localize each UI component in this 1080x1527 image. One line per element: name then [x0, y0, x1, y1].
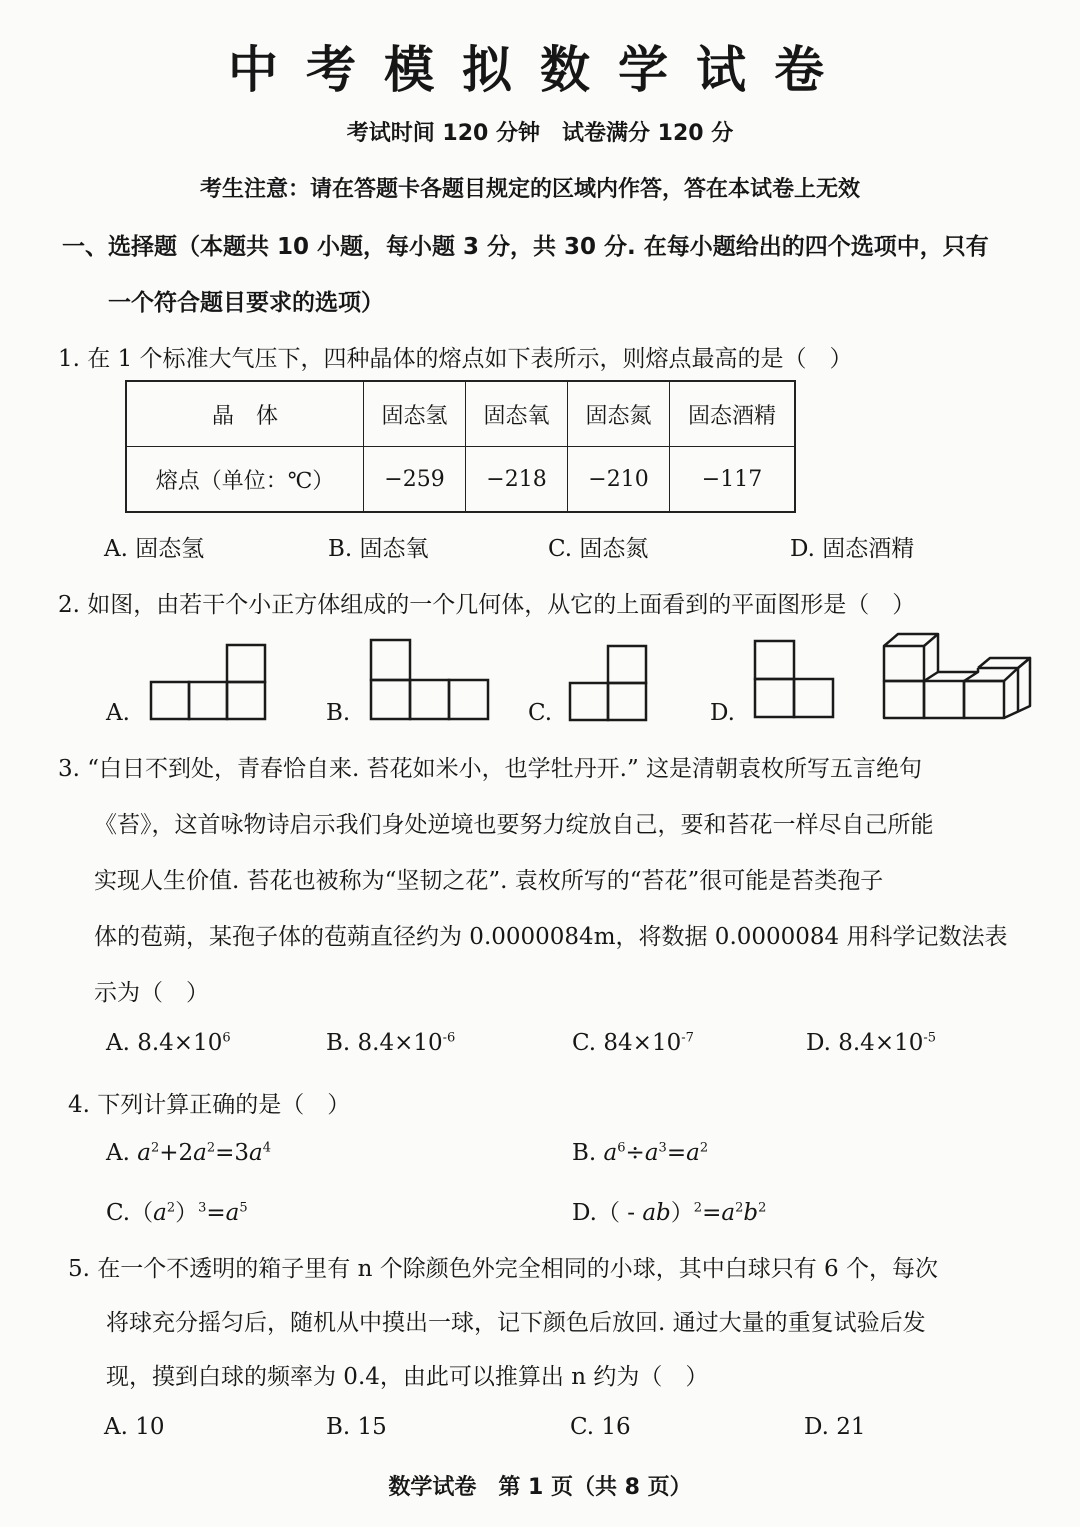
q1-option-b: B. 固态氧 [328, 536, 429, 562]
q2-option-a-label: A. [106, 700, 130, 726]
q5-line-1: 5. 在一个不透明的箱子里有 n 个除颜色外完全相同的小球，其中白球只有 6 个，每次 [68, 1256, 938, 1282]
q3-option-a-exp: 6 [222, 1030, 231, 1046]
q2-option-b-figure [368, 636, 492, 722]
exam-notice: 考生注意：请在答题卡各题目规定的区域内作答，答在本试卷上无效 [199, 177, 860, 202]
q3-option-b-base: B. 8.4×10 [326, 1030, 443, 1056]
q3-option-a-base: A. 8.4×10 [106, 1030, 223, 1056]
table-cell: −117 [670, 447, 796, 513]
q3-line-1: 3. “白日不到处，青春恰自来. 苔花如米小，也学牡丹开.” 这是清朝袁枚所写五言绝句 [58, 756, 923, 782]
q2-option-d-label: D. [710, 700, 735, 726]
q5-option-c: C. 16 [570, 1414, 631, 1440]
table-cell: −210 [568, 447, 670, 513]
table-cell: −218 [466, 447, 568, 513]
q3-option-b-exp: -6 [442, 1030, 456, 1046]
q1-option-d: D. 固态酒精 [790, 536, 915, 562]
table-cell: 晶 体 [126, 381, 364, 447]
table-cell: 熔点（单位：℃） [126, 447, 364, 513]
table-cell: −259 [364, 447, 466, 513]
q4-stem: 4. 下列计算正确的是（ ） [68, 1092, 351, 1118]
q3-line-5: 示为（ ） [94, 980, 209, 1006]
q1-stem: 1. 在 1 个标准大气压下，四种晶体的熔点如下表所示，则熔点最高的是（ ） [58, 346, 853, 372]
table-cell: 固态氧 [466, 381, 568, 447]
page-title: 中考模拟数学试卷 [228, 41, 852, 99]
table-cell: 固态氮 [568, 381, 670, 447]
q2-stem: 2. 如图，由若干个小正方体组成的一个几何体，从它的上面看到的平面图形是（ ） [58, 592, 916, 618]
q4-option-c-label: C. [106, 1200, 131, 1226]
q5-option-d: D. 21 [804, 1414, 866, 1440]
table-row [126, 381, 795, 447]
exam-info: 考试时间 120 分钟 试卷满分 120 分 [346, 121, 734, 146]
q3-option-d [806, 1030, 936, 1056]
section1-heading-line1: 一、选择题（本题共 10 小题，每小题 3 分，共 30 分. 在每小题给出的四个选项中，只有 [62, 234, 989, 260]
solid-cube-figure [880, 630, 1034, 724]
q3-option-c [572, 1030, 694, 1056]
q3-line-4: 体的苞蒴，某孢子体的苞蒴直径约为 0.0000084m，将数据 0.0000084 用科学记数法表 [94, 924, 1008, 950]
q5-line-3: 现，摸到白球的频率为 0.4，由此可以推算出 n 约为（ ） [106, 1364, 709, 1390]
q3-option-d-base: D. 8.4×10 [806, 1030, 924, 1056]
q4-option-d-label: D. [572, 1200, 597, 1226]
section1-heading-line2: 一个符合题目要求的选项） [108, 290, 384, 316]
q3-line-2: 《苔》，这首咏物诗启示我们身处逆境也要努力绽放自己，要和苔花一样尽自己所能 [94, 812, 934, 838]
q4-option-b: B. $a^6\div a^3=a^2$ [572, 1140, 709, 1166]
q2-option-a-figure [148, 640, 270, 722]
q3-option-a [106, 1030, 231, 1056]
q1-option-c: C. 固态氮 [548, 536, 649, 562]
q4-option-d: $D.( - ab)^2=a^2b^2$ [572, 1200, 767, 1226]
table-cell: 固态氢 [364, 381, 466, 447]
table-cell: 固态酒精 [670, 381, 796, 447]
q1-option-a: A. 固态氢 [104, 536, 205, 562]
q3-option-c-exp: -7 [681, 1030, 694, 1046]
q2-option-d-figure [752, 638, 838, 720]
q2-option-c-figure [567, 642, 651, 724]
q5-line-2: 将球充分摇匀后，随机从中摸出一球，记下颜色后放回. 通过大量的重复试验后发 [106, 1310, 926, 1336]
q4-option-a: A. $a^2+2a^2=3a^4$ [106, 1140, 272, 1166]
q4-option-b-label: B. [572, 1140, 597, 1166]
q2-option-b-label: B. [326, 700, 351, 726]
q4-option-c: $C.(a^2)^3=a^5$ [106, 1200, 248, 1226]
q3-option-b [326, 1030, 455, 1056]
table-row [126, 447, 795, 513]
q3-line-3: 实现人生价值. 苔花也被称为“坚韧之花”. 袁枚所写的“苔花”很可能是苔类孢子 [94, 868, 884, 894]
q2-option-c-label: C. [528, 700, 553, 726]
q5-option-a: A. 10 [104, 1414, 165, 1440]
q3-option-d-exp: -5 [923, 1030, 937, 1046]
q4-option-a-label: A. [106, 1140, 130, 1166]
q5-option-b: B. 15 [326, 1414, 387, 1440]
page-footer: 数学试卷 第 1 页（共 8 页） [388, 1475, 692, 1500]
q3-option-c-base: C. 84×10 [572, 1030, 682, 1056]
melting-point-table [125, 380, 796, 513]
